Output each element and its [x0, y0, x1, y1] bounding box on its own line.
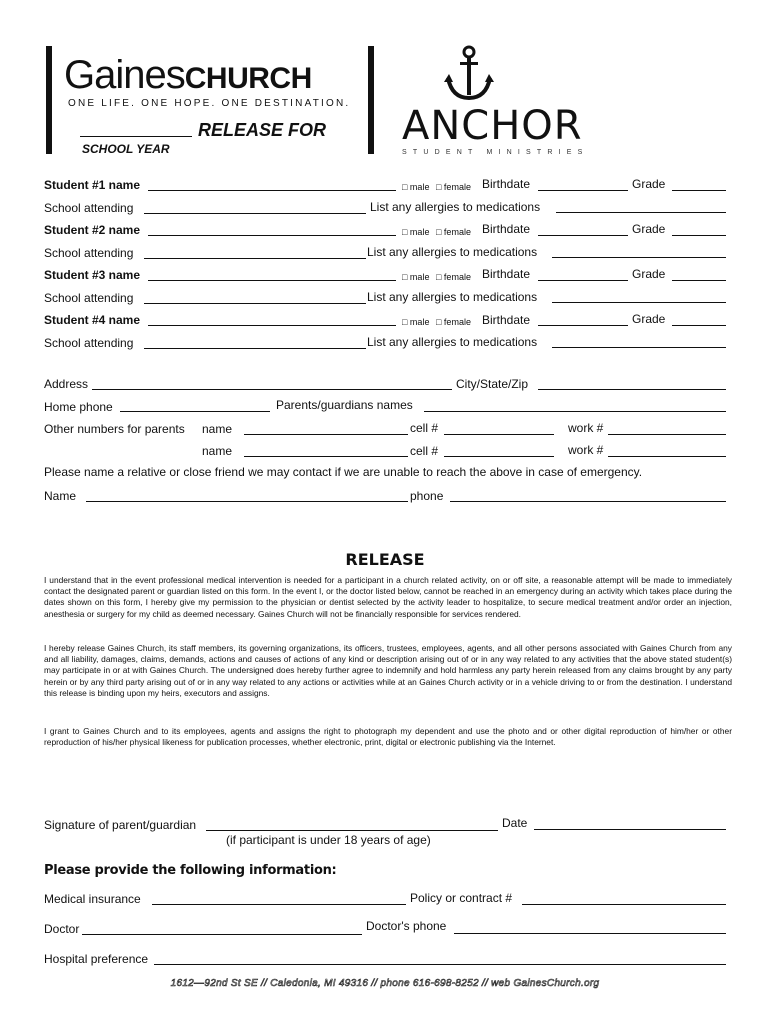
student-4-male-checkbox[interactable]: □ male [402, 317, 430, 327]
policy-label: Policy or contract # [410, 891, 513, 905]
student-3-name-label: Student #3 name [44, 268, 141, 282]
other-2-work-field[interactable] [608, 456, 726, 457]
doctor-phone-label: Doctor's phone [366, 919, 447, 933]
student-2-allergy-field[interactable] [552, 257, 726, 258]
signature-note: (if participant is under 18 years of age) [226, 833, 431, 847]
emergency-name-label: Name [44, 489, 77, 503]
church-logo [64, 52, 312, 102]
medical-insurance-field[interactable] [152, 904, 406, 905]
student-3-female-checkbox[interactable]: □ female [436, 272, 471, 282]
date-label: Date [502, 816, 528, 830]
release-paragraph-medical: I understand that in the event professional medical intervention is needed for a participant in a church related activity, on or off site, a reasonable attempt will be made to immediately contact the designated parent or guardian listed on this form. In the event I, or the doctor listed below, cannot be reached in an emergency during an activity which takes place during the dates shown on this form, I hereby give my permission to the physician or dentist selected by the activity leader to hospitalize, to secure medical treatment and/or order an injection, anesthesia or surgery for my child as deemed necessary. Gaines Church will not be financially responsible for services rendered. [44, 575, 732, 619]
student-3-grade-label: Grade [632, 267, 666, 281]
other-2-cell-field[interactable] [444, 456, 554, 457]
student-1-allergy-label: List any allergies to medications [370, 200, 541, 214]
city-state-zip-field[interactable] [538, 389, 726, 390]
student-1-name-field[interactable] [148, 190, 396, 191]
release-paragraph-liability: I hereby release Gaines Church, its staff members, its governing organizations, its officers, trustees, employees, agents, and all other persons associated with Gaines Church from any and all liability, damages, claims, demands, actions and causes of actions of any kind or description arising out of or in any way related to any activities that the above stated student(s) may participate in or at with Gaines Church. The undersigned does hereby further agree to indemnify and hold harmless any party herein released from any claims brought by any party herein or by any third party arising out of or in any way related to any actions or activities while at an Gaines Church activity or in a vehicle driving to or from the destination. I understand this release is binding upon my heirs, executors and assigns. [44, 643, 732, 698]
logo-bar-left [46, 46, 52, 154]
student-2-name-field[interactable] [148, 235, 396, 236]
student-3-male-checkbox[interactable]: □ male [402, 272, 430, 282]
student-2-school-label: School attending [44, 246, 134, 260]
other-1-name-field[interactable] [244, 434, 408, 435]
student-2-name-label: Student #2 name [44, 223, 141, 237]
ministry-name: ANCHOR [402, 103, 583, 149]
student-2-grade-label: Grade [632, 222, 666, 236]
medical-insurance-label: Medical insurance [44, 892, 141, 906]
other-numbers-label: Other numbers for parents [44, 422, 185, 436]
student-1-grade-field[interactable] [672, 190, 726, 191]
logo-bar-right [368, 46, 374, 154]
emergency-phone-field[interactable] [450, 501, 726, 502]
student-1-grade-label: Grade [632, 177, 666, 191]
student-3-grade-field[interactable] [672, 280, 726, 281]
student-1-allergy-field[interactable] [556, 212, 726, 213]
other-1-cell-label: cell # [410, 421, 439, 435]
student-4-female-checkbox[interactable]: □ female [436, 317, 471, 327]
student-2-male-checkbox[interactable]: □ male [402, 227, 430, 237]
other-2-name-label: name [202, 444, 233, 458]
student-3-school-field[interactable] [144, 303, 366, 304]
other-1-work-field[interactable] [608, 434, 726, 435]
other-2-cell-label: cell # [410, 444, 439, 458]
form-title: RELEASE FOR [198, 120, 327, 140]
footer-address: 1612—92nd St SE // Caledonia, MI 49316 // phone 616-698-8252 // web GainesChurch.org [170, 978, 600, 989]
parents-guardians-label: Parents/guardians names [276, 398, 413, 412]
medical-heading: Please provide the following information: [44, 863, 337, 878]
student-1-birthdate-label: Birthdate [482, 177, 531, 191]
student-4-school-field[interactable] [144, 348, 366, 349]
student-2-grade-field[interactable] [672, 235, 726, 236]
student-3-school-label: School attending [44, 291, 134, 305]
student-4-name-field[interactable] [148, 325, 396, 326]
other-1-cell-field[interactable] [444, 434, 554, 435]
doctor-phone-field[interactable] [454, 933, 726, 934]
other-1-name-label: name [202, 422, 233, 436]
home-phone-label: Home phone [44, 400, 113, 414]
student-1-female-checkbox[interactable]: □ female [436, 182, 471, 192]
school-year-blank[interactable] [80, 136, 192, 137]
student-3-birthdate-field[interactable] [538, 280, 628, 281]
student-2-allergy-label: List any allergies to medications [367, 245, 538, 259]
student-3-allergy-label: List any allergies to medications [367, 290, 538, 304]
student-4-allergy-label: List any allergies to medications [367, 335, 538, 349]
ministry-sub: STUDENT MINISTRIES [402, 149, 589, 156]
city-state-zip-label: City/State/Zip [456, 377, 529, 391]
student-4-school-label: School attending [44, 336, 134, 350]
student-1-birthdate-field[interactable] [538, 190, 628, 191]
student-2-female-checkbox[interactable]: □ female [436, 227, 471, 237]
student-2-birthdate-field[interactable] [538, 235, 628, 236]
other-2-name-field[interactable] [244, 456, 408, 457]
student-4-birthdate-label: Birthdate [482, 313, 531, 327]
address-field[interactable] [92, 389, 452, 390]
form-subtitle: SCHOOL YEAR [82, 142, 170, 156]
doctor-field[interactable] [82, 934, 362, 935]
other-2-work-label: work # [568, 443, 604, 457]
policy-field[interactable] [522, 904, 726, 905]
student-3-allergy-field[interactable] [552, 302, 726, 303]
anchor-icon [440, 44, 498, 102]
hospital-field[interactable] [154, 964, 726, 965]
hospital-label: Hospital preference [44, 952, 149, 966]
student-4-grade-label: Grade [632, 312, 666, 326]
student-4-grade-field[interactable] [672, 325, 726, 326]
parents-guardians-field[interactable] [424, 411, 726, 412]
student-3-birthdate-label: Birthdate [482, 267, 531, 281]
home-phone-field[interactable] [120, 411, 270, 412]
address-label: Address [44, 377, 89, 391]
student-2-school-field[interactable] [144, 258, 366, 259]
date-field[interactable] [534, 829, 726, 830]
church-name-light: Gaines [64, 53, 185, 97]
emergency-note: Please name a relative or close friend we may contact if we are unable to reach the above in case of emergency. [44, 465, 643, 479]
student-2-birthdate-label: Birthdate [482, 222, 531, 236]
church-name-bold: CHURCH [184, 62, 312, 95]
student-1-school-label: School attending [44, 201, 134, 215]
student-4-name-label: Student #4 name [44, 313, 141, 327]
other-1-work-label: work # [568, 421, 604, 435]
doctor-label: Doctor [44, 922, 80, 936]
student-1-name-label: Student #1 name [44, 178, 141, 192]
release-heading: RELEASE [345, 550, 425, 569]
student-1-male-checkbox[interactable]: □ male [402, 182, 430, 192]
emergency-phone-label: phone [410, 489, 444, 503]
release-paragraph-photo: I grant to Gaines Church and to its employees, agents and assigns the right to photograph my dependent and use the photo and or other digital reproduction of him/her or other reproduction of his/her physical likeness for publication processes, whether electronic, print, digital or electronic publishing via the Internet. [44, 726, 732, 748]
student-4-birthdate-field[interactable] [538, 325, 628, 326]
signature-field[interactable] [206, 830, 498, 831]
signature-label: Signature of parent/guardian [44, 818, 197, 832]
student-3-name-field[interactable] [148, 280, 396, 281]
church-tagline: ONE LIFE. ONE HOPE. ONE DESTINATION. [68, 98, 351, 109]
emergency-name-field[interactable] [86, 501, 408, 502]
student-1-school-field[interactable] [144, 213, 366, 214]
student-4-allergy-field[interactable] [552, 347, 726, 348]
